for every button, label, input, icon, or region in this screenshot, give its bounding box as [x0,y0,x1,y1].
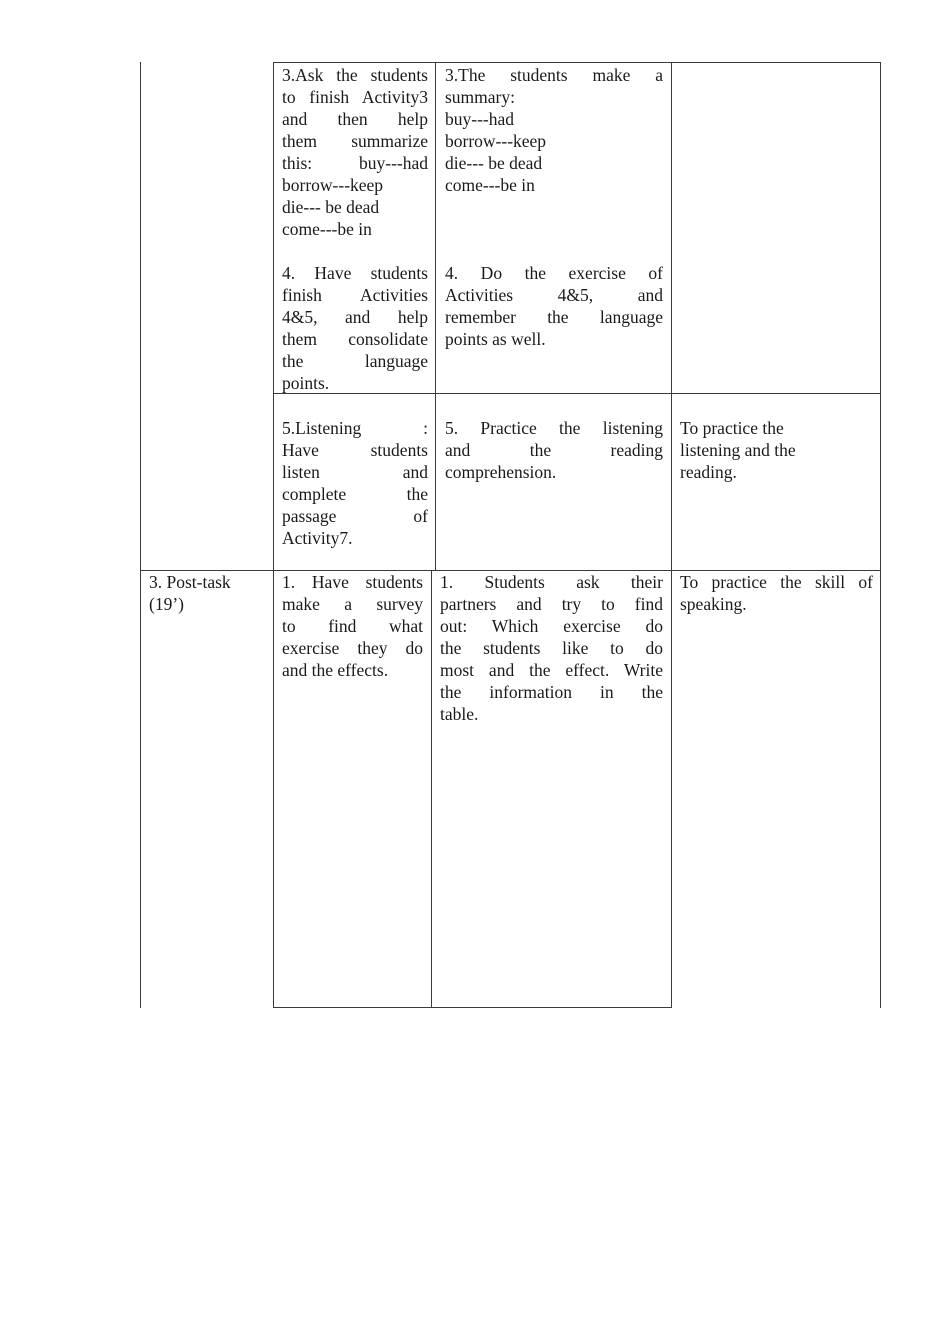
text-line: die--- be dead [445,153,543,173]
purpose-column-divider [671,62,672,1008]
row3-teacher-activity [282,571,423,681]
text-line: points as well. [445,329,546,349]
row1-teacher-activity [282,64,428,394]
row1-student-step4 [445,262,663,350]
text-line: and the effects. [282,660,389,680]
text-line: and the reading [445,440,663,460]
table-right-border [880,62,881,1008]
row1-student-summary-list [445,108,663,196]
text-line: points. [282,373,330,393]
text-line: 4. Have students [282,263,428,283]
text-line: come---be in [445,175,535,195]
row3-student-activity [440,571,663,725]
text-line: finish Activities [282,285,428,305]
text-line: to finish Activity3 [282,87,428,107]
text-line: complete the [282,484,428,504]
row2-teacher-activity [282,417,428,549]
stage-title: 3. Post-task [149,572,231,592]
text-line: 4. Do the exercise of [445,263,663,283]
table-bottom-border [273,1007,672,1008]
text-line: 5.Listening : [282,418,428,438]
text-line: speaking. [680,594,747,614]
text-line: partners and try to find [440,594,663,614]
text-line: passage of [282,506,428,526]
row3-stage [149,571,267,615]
text-line: table. [440,704,479,724]
text-line: borrow---keep [445,131,547,151]
text-line: 3.Ask the students [282,65,428,85]
text-line: die--- be dead [282,197,380,217]
text-line: 3.The students make a [445,65,663,85]
text-line: the language [282,351,428,371]
row1-teacher-step4 [282,262,428,394]
text-line: To practice the [680,418,784,438]
row2-student-activity [445,417,663,483]
teacher-column-divider [273,62,274,1008]
text-line: exercise they do [282,638,423,658]
table-left-border [140,62,141,1008]
text-line: 4&5, and help [282,307,428,327]
row1-student-step3 [445,64,663,108]
row1-student-activity [445,64,663,350]
row2-purpose [680,417,872,483]
stage-duration: (19’) [149,594,184,614]
row1-teacher-step3 [282,64,428,174]
text-line: them summarize [282,131,428,151]
text-line: 1. Have students [282,572,423,592]
text-line: remember the language [445,307,663,327]
text-line: to find what [282,616,423,636]
text-line: come---be in [282,219,372,239]
text-line: To practice the skill of [680,572,873,592]
row3-purpose [680,571,873,615]
table-top-border [273,62,881,63]
text-line: most and the effect. Write [440,660,663,680]
text-line: buy---had [445,109,515,129]
text-line: Activity7. [282,528,353,548]
text-line: comprehension. [445,462,557,482]
text-line: out: Which exercise do [440,616,663,636]
text-line: them consolidate [282,329,428,349]
text-line: Have students [282,440,428,460]
text-line: summary: [445,87,515,107]
student-column-divider-upper [435,62,436,570]
text-line: listening and the [680,440,796,460]
text-line: the students like to do [440,638,663,658]
text-line: 1. Students ask their [440,572,663,592]
text-line: the information in the [440,682,663,702]
row1-teacher-summary-list [282,174,428,240]
text-line: borrow---keep [282,175,384,195]
text-line: this: buy---had [282,153,428,173]
text-line: make a survey [282,594,423,614]
text-line: reading. [680,462,737,482]
text-line: listen and [282,462,428,482]
text-line: and then help [282,109,428,129]
text-line: Activities 4&5, and [445,285,663,305]
text-line: 5. Practice the listening [445,418,663,438]
student-column-divider-lower [431,570,432,1008]
